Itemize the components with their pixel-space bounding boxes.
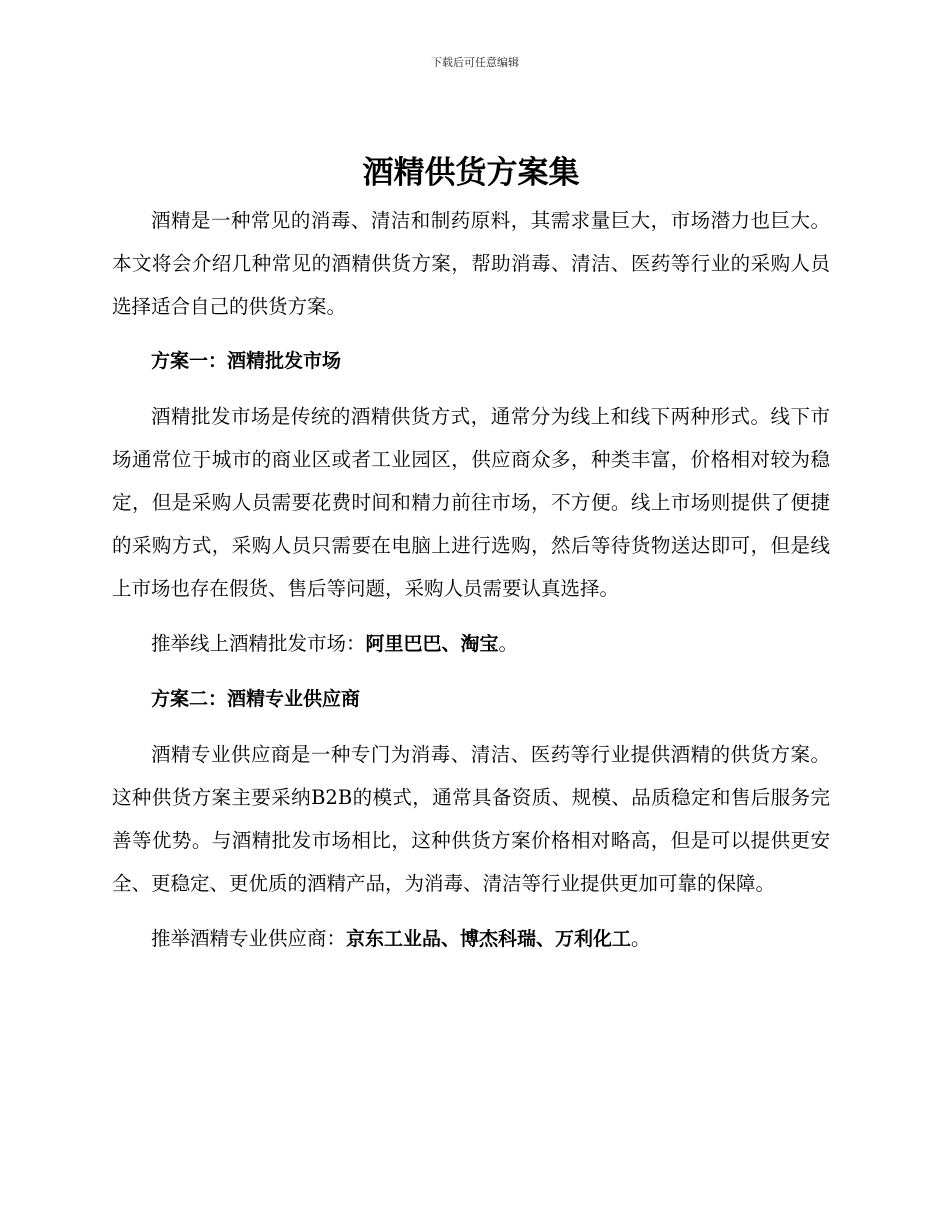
section-2-rec-prefix: 推举酒精专业供应商： — [151, 927, 347, 950]
section-1-rec-prefix: 推举线上酒精批发市场： — [151, 632, 366, 655]
section-2-heading: 方案二：酒精专业供应商 — [150, 688, 360, 710]
page-header-note: 下载后可任意编辑 — [431, 56, 519, 69]
section-2-rec-suffix: 。 — [631, 927, 651, 950]
intro-paragraph: 酒精是一种常见的消毒、清洁和制药原料，其需求量巨大，市场潜力也巨大。本文将会介绍几种常见的酒精供货方案，帮助消毒、清洁、医药等行业的采购人员选择适合自己的供货方案。 — [112, 209, 830, 318]
section-1-rec-suffix: 。 — [498, 632, 519, 655]
section-1-rec-names: 阿里巴巴、淘宝 — [365, 633, 499, 655]
section-2-body: 酒精专业供应商是一种专门为消毒、清洁、医药等行业提供酒精的供货方案。这种供货方案主要采纳B2B的模式，通常具备资质、规模、品质稳定和售后服务完善等优势。与酒精批发市场相比，这种供货方案价格相对略高，但是可以提供更安全、更稳定、更优质的酒精产品，为消毒、清洁等行业提供更加可靠的保障。 — [112, 743, 830, 895]
document-title: 酒精供货方案集 — [362, 155, 580, 191]
section-1-recommendation — [112, 622, 830, 666]
section-1-body: 酒精批发市场是传统的酒精供货方式，通常分为线上和线下两种形式。线下市场通常位于城市的商业区或者工业园区，供应商众多，种类丰富，价格相对较为稳定，但是采购人员需要花费时间和精力前往市场，不方便。线上市场则提供了便捷的采购方式，采购人员只需要在电脑上进行选购，然后等待货物送达即可，但是线上市场也存在假货、售后等问题，采购人员需要认真选择。 — [112, 405, 830, 600]
section-2-recommendation — [112, 917, 830, 961]
section-2-rec-names: 京东工业品、博杰科瑞、万利化工 — [346, 928, 632, 950]
document-body — [112, 150, 830, 973]
section-1-heading: 方案一：酒精批发市场 — [150, 350, 341, 372]
